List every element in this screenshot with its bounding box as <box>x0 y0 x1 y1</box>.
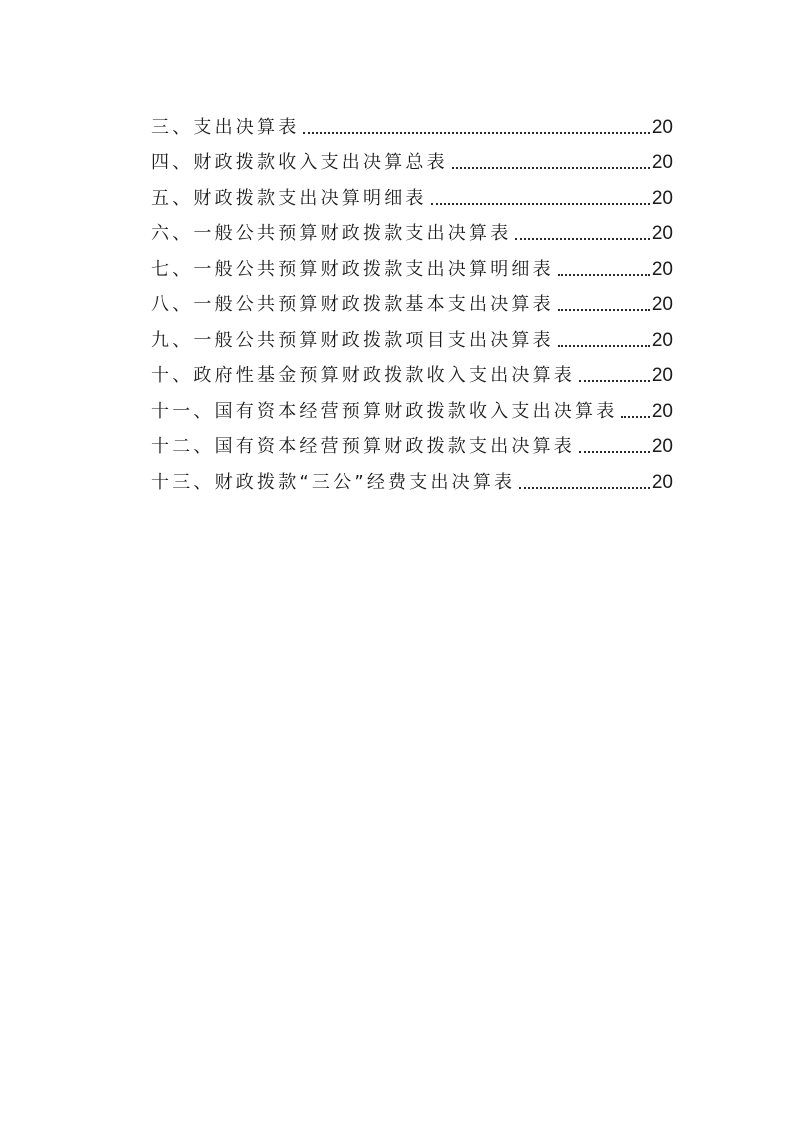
toc-dot-leader <box>558 273 650 276</box>
toc-entry[interactable] <box>151 137 673 173</box>
toc-dot-leader <box>431 202 650 205</box>
toc-dot-leader <box>303 131 649 134</box>
toc-page-number: 20 <box>651 152 673 173</box>
toc-entry[interactable] <box>151 350 673 386</box>
toc-page-number: 20 <box>651 187 673 209</box>
toc-entry-title: 十三、财政拨款“三公”经费支出决算表 <box>151 471 516 493</box>
toc-entry[interactable] <box>151 456 673 492</box>
toc-entry-title: 十二、国有资本经营预算财政拨款支出决算表 <box>151 436 575 457</box>
toc-dot-leader <box>579 450 650 453</box>
toc-page-number: 20 <box>651 223 673 244</box>
table-of-contents <box>151 101 673 492</box>
toc-page-number: 20 <box>651 365 673 386</box>
toc-dot-leader <box>515 237 649 240</box>
toc-page-number: 20 <box>651 471 673 493</box>
toc-entry-title: 七、一般公共预算财政拨款支出决算明细表 <box>151 258 554 280</box>
toc-page-number: 20 <box>651 294 673 315</box>
toc-page-number: 20 <box>651 400 673 422</box>
toc-entry-title: 六、一般公共预算财政拨款支出决算表 <box>151 223 512 244</box>
toc-entry[interactable] <box>151 279 673 315</box>
toc-dot-leader <box>452 166 650 169</box>
toc-page-number: 20 <box>651 116 673 138</box>
toc-entry-title: 九、一般公共预算财政拨款项目支出决算表 <box>151 329 554 351</box>
toc-entry[interactable] <box>151 208 673 244</box>
toc-entry-title: 三、支出决算表 <box>151 116 300 138</box>
toc-entry[interactable] <box>151 101 673 137</box>
toc-dot-leader <box>558 308 650 311</box>
toc-entry[interactable] <box>151 243 673 279</box>
toc-page-number: 20 <box>651 258 673 280</box>
toc-dot-leader <box>579 379 650 382</box>
toc-entry-title: 四、财政拨款收入支出决算总表 <box>151 152 448 173</box>
toc-page-number: 20 <box>651 329 673 351</box>
toc-dot-leader <box>621 415 649 418</box>
toc-entry[interactable] <box>151 314 673 350</box>
toc-entry[interactable] <box>151 385 673 421</box>
toc-dot-leader <box>558 344 650 347</box>
toc-entry-title: 五、财政拨款支出决算明细表 <box>151 187 427 209</box>
toc-page-number: 20 <box>651 436 673 457</box>
toc-entry-title: 十、政府性基金预算财政拨款收入支出决算表 <box>151 365 575 386</box>
toc-entry-title: 十一、国有资本经营预算财政拨款收入支出决算表 <box>151 400 618 422</box>
toc-entry[interactable] <box>151 421 673 457</box>
toc-dot-leader <box>519 486 650 489</box>
toc-entry[interactable] <box>151 172 673 208</box>
toc-entry-title: 八、一般公共预算财政拨款基本支出决算表 <box>151 294 554 315</box>
